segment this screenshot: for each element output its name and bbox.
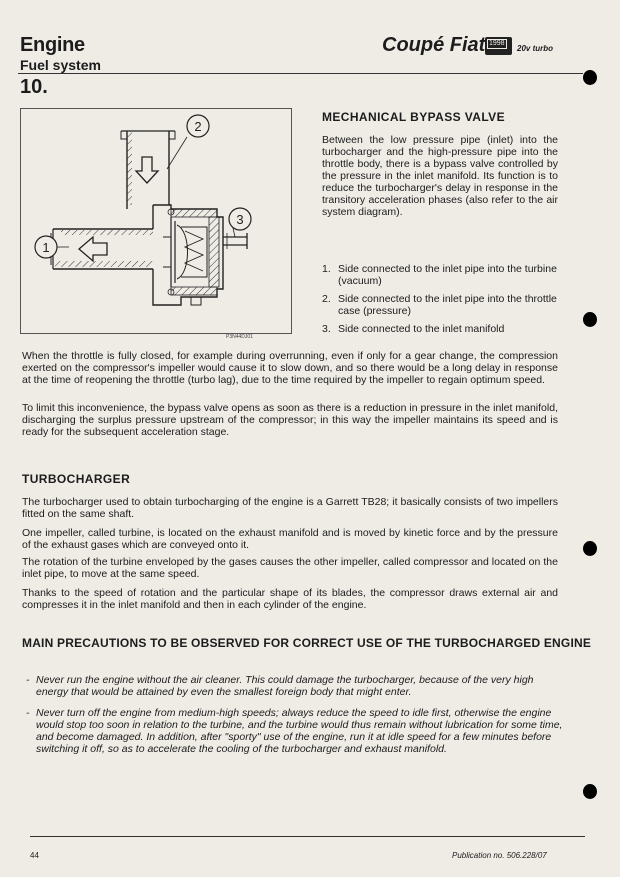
flow-arrow-down-icon [136,157,158,183]
turbo-paragraph: One impeller, called turbine, is located on the exhaust manifold and is moved by kinetic force and by the pressure of the exhaust gases which are conveyed onto it. [22,527,558,551]
model-name: Coupé Fiat [382,34,486,56]
turbo-paragraph: Thanks to the speed of rotation and the particular shape of its blades, the compressor draws external air and compresses it in the inlet manifold and then in each cylinder of the engine. [22,587,558,611]
fiat-logo-icon [485,37,512,55]
bypass-paragraph: To limit this inconvenience, the bypass valve opens as soon as there is a reduction in pressure in the inlet manifold, discharging the surplus pressure upstream of the compressor; in this way the impeller maintains its speed and is ready for the subsequent acceleration stage. [22,402,558,438]
subsection-title: Fuel system [20,57,101,73]
binder-hole-icon [583,70,597,85]
connection-list [322,263,560,341]
turbo-paragraph: The turbocharger used to obtain turbocharging of the engine is a Garrett TB28; it basically consists of two impellers fitted on the same shaft. [22,496,558,520]
figure-code: P3N44DJ01 [226,334,253,340]
flow-arrow-left-icon [79,237,107,261]
bypass-valve-diagram [20,108,292,334]
upper-pipe [121,131,175,209]
bypass-paragraph: When the throttle is fully closed, for example during overrunning, even if only for a gear change, the compression exerted on the compressor's impeller would cause it to slow down, and so there would be a long delay in response at the time of reopening the throttle (turbo lag), due to the time required by the impeller to regain optimum speed. [22,350,558,386]
list-item-number: 1. [322,263,331,275]
list-item-text: Side connected to the inlet pipe into the throttle case (pressure) [338,293,557,317]
section-title: Engine [20,34,85,56]
callout-1 [35,236,57,258]
list-item-text: Side connected to the inlet pipe into the turbine (vacuum) [338,263,557,287]
precaution-item: - Never turn off the engine from medium-high speeds; always reduce the speed to idle first, otherwise the engine would stop too soon in relation to the turbine, and the turbine would thus remain without lubrication for some time, and become damaged. In addition, after "sporty" use of the engine, run it at idle speed for a few minutes before switching it off, so as to accelerate the cooling of the turbocharger and exhaust manifold. [36,707,566,755]
binder-hole-icon [583,312,597,327]
precautions-heading: MAIN PRECAUTIONS TO BE OBSERVED FOR CORRECT USE OF THE TURBOCHARGED ENGINE [22,636,592,650]
callout-3-label: 3 [236,212,244,227]
list-item-number: 3. [322,323,331,335]
turbo-paragraph: The rotation of the turbine enveloped by the gases causes the other impeller, called compressor and located on the inlet pipe, to move at the same speed. [22,556,558,580]
bypass-valve-drawing [21,109,293,335]
valve-body [153,205,223,305]
binder-hole-icon [583,541,597,556]
turbocharger-heading: TURBOCHARGER [22,472,131,486]
list-item-text: Side connected to the inlet manifold [338,323,505,335]
left-pipe [51,229,153,269]
bypass-intro: Between the low pressure pipe (inlet) into the turbocharger and the high-pressure pipe into the throttle body, there is a bypass valve controlled by the pressure in the inlet manifold. Its function is to reduce the turbocharger's delay in response in the transitory acceleration phases (also refer to the air system diagram). [322,134,558,218]
binder-hole-icon [583,784,597,799]
engine-variant: 20v turbo [517,44,554,53]
bypass-heading: MECHANICAL BYPASS VALVE [322,110,505,124]
footer-divider [30,836,585,837]
callout-3 [229,208,251,230]
callout-2-label: 2 [194,119,202,134]
header-divider [18,73,583,74]
chapter-number: 10. [20,76,48,98]
list-item-number: 2. [322,293,331,305]
callout-2 [187,115,209,137]
list-item [322,263,560,287]
page-number: 44 [30,851,39,860]
callout-1-label: 1 [42,240,50,255]
publication-number: Publication no. 506.228/07 [452,851,547,860]
precaution-item: - Never run the engine without the air cleaner. This could damage the turbocharger, because of the very high energy that would be attained by even the smallest foreign body that might enter. [36,674,566,698]
list-item [322,293,560,317]
list-item [322,323,560,335]
logo-year: 1998 [489,40,505,47]
